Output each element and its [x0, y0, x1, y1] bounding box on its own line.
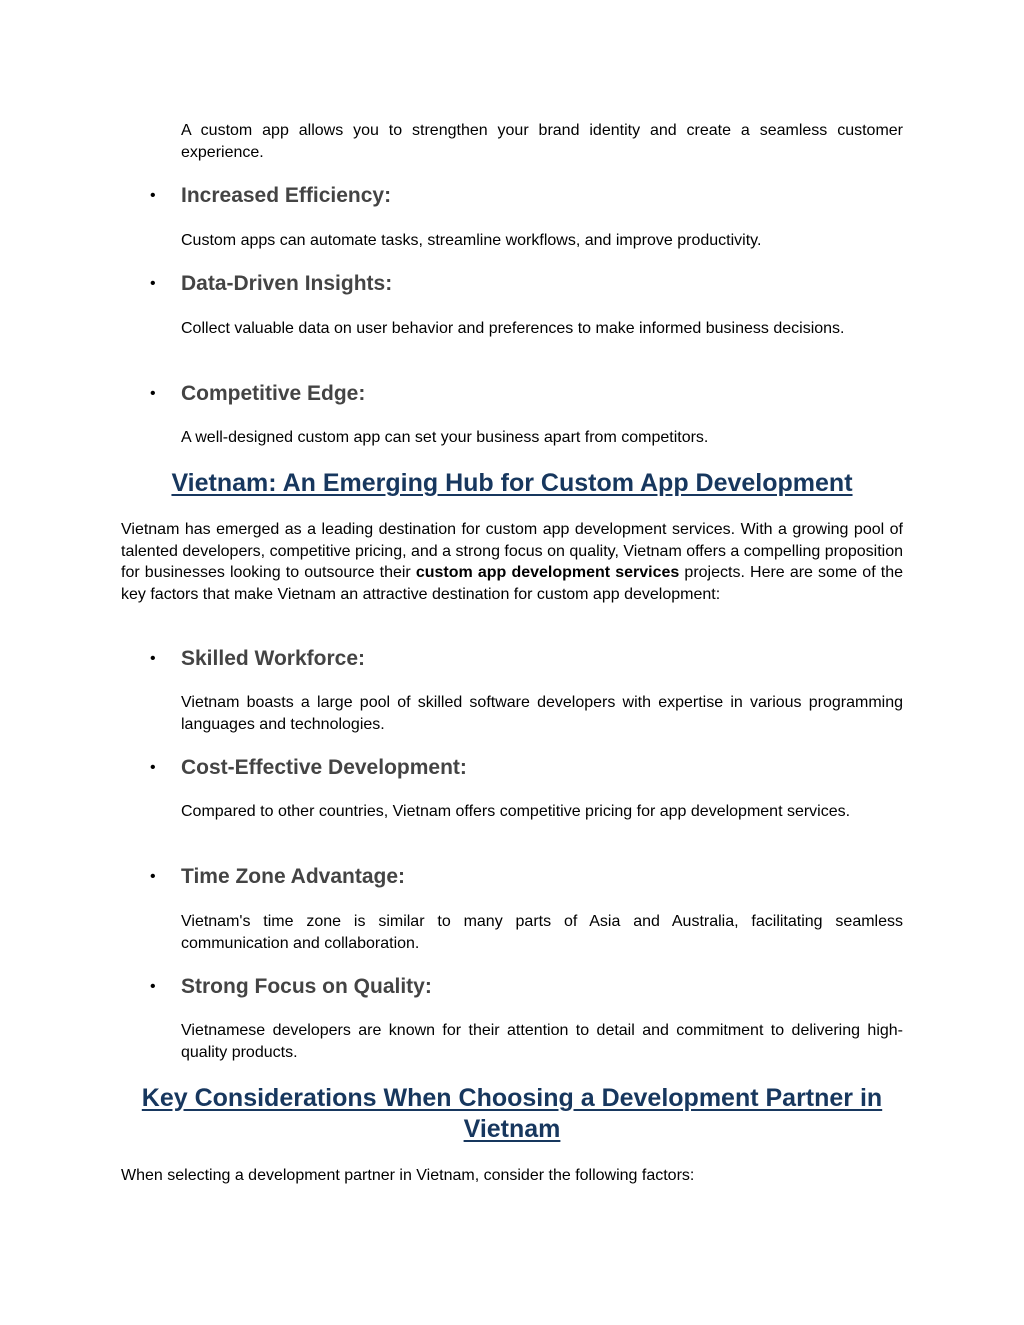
bullet-icon: •: [150, 650, 156, 667]
bullet-body-increased-efficiency: Custom apps can automate tasks, streamline workflows, and improve productivity.: [181, 232, 762, 249]
bullet-body-skilled-workforce: Vietnam boasts a large pool of skilled software developers with expertise in various programming languages and technologies.: [181, 694, 903, 733]
bullet-heading-text: Increased Efficiency:: [181, 184, 392, 207]
bullet-heading-quality-focus: [150, 974, 910, 1000]
bullet-heading-text: Cost-Effective Development:: [181, 756, 467, 779]
bullet-icon: •: [150, 385, 156, 402]
bullet-body-data-driven-insights: Collect valuable data on user behavior and preferences to make informed business decisions.: [181, 320, 845, 337]
bullet-icon: •: [150, 759, 156, 776]
bullet-heading-text: Strong Focus on Quality:: [181, 975, 432, 998]
bullet-heading-time-zone: [150, 864, 910, 890]
bullet-heading-text: Competitive Edge:: [181, 382, 366, 405]
partner-intro-paragraph: When selecting a development partner in Vietnam, consider the following factors:: [121, 1167, 695, 1184]
bullet-heading-competitive-edge: [150, 381, 910, 407]
bullet-body-quality-focus: Vietnamese developers are known for their attention to detail and commitment to delivering high-quality products.: [181, 1022, 903, 1061]
bullet-icon: •: [150, 275, 156, 292]
bullet-body-competitive-edge: A well-designed custom app can set your business apart from competitors.: [181, 429, 709, 446]
bullet-icon: •: [150, 187, 156, 204]
bullet-icon: •: [150, 978, 156, 995]
bullet-heading-skilled-workforce: [150, 646, 910, 672]
vietnam-intro-text-1: Vietnam has emerged as a leading destination for custom app development services. With a growing pool of talented developers, competitive pricing, and a strong focus on quality, Vietnam offers a compelling proposition for businesses looking to outsource their: [121, 521, 903, 581]
section-title-key-considerations: Key Considerations When Choosing a Development Partner in Vietnam: [141, 1084, 883, 1143]
section-title-vietnam-hub: Vietnam: An Emerging Hub for Custom App Development: [171, 469, 853, 497]
bullet-heading-increased-efficiency: [150, 183, 910, 209]
vietnam-intro-text-2: projects. Here are some of the key factors that make Vietnam an attractive destination for custom app development:: [121, 564, 903, 603]
vietnam-intro-bold-link: custom app development services: [415, 564, 680, 581]
bullet-heading-text: Data-Driven Insights:: [181, 272, 393, 295]
intro-paragraph: A custom app allows you to strengthen your brand identity and create a seamless customer experience.: [181, 122, 903, 161]
bullet-body-time-zone: Vietnam's time zone is similar to many parts of Asia and Australia, facilitating seamless communication and collaboration.: [181, 913, 903, 952]
bullet-heading-text: Skilled Workforce:: [181, 647, 365, 670]
bullet-heading-text: Time Zone Advantage:: [181, 865, 406, 888]
vietnam-intro-paragraph: [121, 519, 903, 605]
bullet-icon: •: [150, 868, 156, 885]
bullet-body-cost-effective: Compared to other countries, Vietnam offers competitive pricing for app development services.: [181, 803, 851, 820]
bullet-heading-cost-effective: [150, 755, 910, 781]
bullet-heading-data-driven-insights: [150, 271, 910, 297]
